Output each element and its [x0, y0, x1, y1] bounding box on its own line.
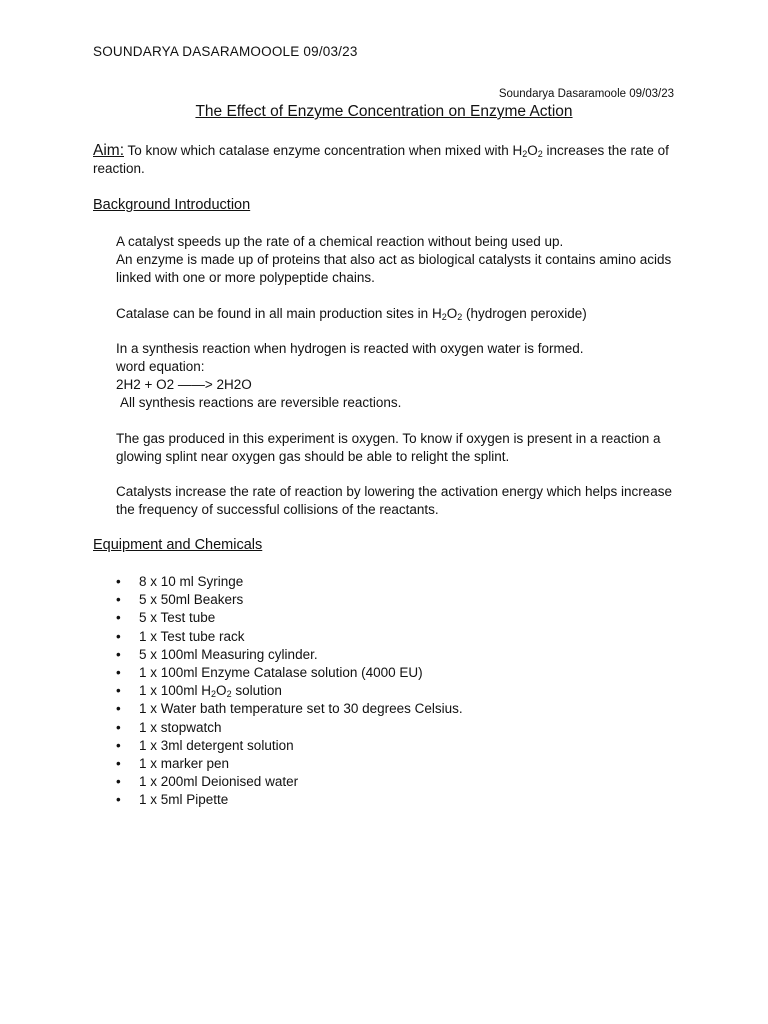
list-item: • 1 x marker pen: [116, 755, 463, 773]
bullet-icon: •: [116, 646, 121, 662]
list-item: • 8 x 10 ml Syringe: [116, 573, 463, 591]
list-item: • 1 x stopwatch: [116, 719, 463, 737]
list-item: • 5 x 50ml Beakers: [116, 591, 463, 609]
aim-text-after: increases the rate of reaction.: [93, 143, 669, 176]
background-paragraph-3: [116, 340, 686, 413]
equipment-list: [116, 573, 463, 810]
background-body: [116, 233, 686, 536]
bullet-icon: •: [116, 774, 121, 790]
list-item: • 1 x 200ml Deionised water: [116, 773, 463, 791]
list-item: • 5 x 100ml Measuring cylinder.: [116, 646, 463, 664]
bullet-icon: •: [116, 683, 121, 699]
bullet-icon: •: [116, 610, 121, 626]
aim-paragraph: [93, 142, 673, 178]
bullet-icon: •: [116, 737, 121, 753]
aim-label: Aim:: [93, 142, 124, 159]
list-item: • 1 x 100ml Enzyme Catalase solution (4000 EU): [116, 664, 463, 682]
word-equation: 2H2 + O2 ——> 2H2O: [116, 377, 252, 393]
bg-p1-line1: A catalyst speeds up the rate of a chemical reaction without being used up.: [116, 234, 564, 249]
bg-p5: Catalysts increase the rate of reaction by lowering the activation energy which helps increase the frequency of successful collisions of the reactants.: [116, 484, 673, 518]
document-title: The Effect of Enzyme Concentration on Enzyme Action: [195, 103, 573, 120]
bg-p3-line1: In a synthesis reaction when hydrogen is reacted with oxygen water is formed.: [116, 340, 584, 356]
list-item: • 1 x 5ml Pipette: [116, 791, 463, 809]
aim-mid: O: [527, 143, 538, 158]
bullet-icon: •: [116, 665, 121, 681]
background-paragraph-5: [116, 483, 686, 519]
word-equation-label: word equation:: [116, 359, 205, 375]
bg-p1-line2: An enzyme is made up of proteins that also act as biological catalysts it contains amino acids linked with one or more polypeptide chains.: [116, 252, 672, 286]
bullet-icon: •: [116, 792, 121, 808]
bg-p2-before: Catalase can be found in all main production sites in H: [116, 305, 442, 321]
aim-sub-1: 2: [522, 149, 528, 159]
aim-text-before: To know which catalase enzyme concentration when mixed with H: [127, 143, 523, 158]
background-paragraph-2: [116, 305, 686, 323]
list-item: • 1 x Test tube rack: [116, 628, 463, 646]
bullet-icon: •: [116, 592, 121, 608]
bullet-icon: •: [116, 756, 121, 772]
aim-sub-2: 2: [537, 149, 543, 159]
list-item: • 1 x Water bath temperature set to 30 degrees Celsius.: [116, 700, 463, 718]
equipment-heading: Equipment and Chemicals: [93, 537, 263, 553]
bg-p3-line3: All synthesis reactions are reversible reactions.: [120, 395, 402, 411]
list-item: • 1 x 3ml detergent solution: [116, 737, 463, 755]
bullet-icon: •: [116, 719, 121, 735]
list-item: • 5 x Test tube: [116, 609, 463, 627]
bullet-icon: •: [116, 628, 121, 644]
author-date-right: Soundarya Dasaramoole 09/03/23: [498, 88, 674, 100]
bg-p2-sub-2: 2: [457, 311, 463, 322]
bullet-icon: •: [116, 574, 121, 589]
bg-p2-after: (hydrogen peroxide): [462, 305, 587, 321]
bg-p3-equation-line: [116, 358, 686, 394]
background-paragraph-1: [116, 233, 686, 288]
background-paragraph-4: [116, 430, 686, 466]
bullet-icon: •: [116, 701, 121, 717]
bg-p2-mid: O: [446, 305, 458, 321]
bg-p2-sub-1: 2: [441, 311, 447, 322]
list-item: • 1 x 100ml $H_2O_2$ solution: [116, 683, 282, 700]
author-date-header: SOUNDARYA DASARAMOOOLE 09/03/23: [93, 44, 358, 59]
background-heading: Background Introduction: [93, 197, 251, 213]
bg-p4: The gas produced in this experiment is oxygen. To know if oxygen is present in a reaction a glowing splint near oxygen gas should be able to relight the splint.: [116, 430, 661, 464]
